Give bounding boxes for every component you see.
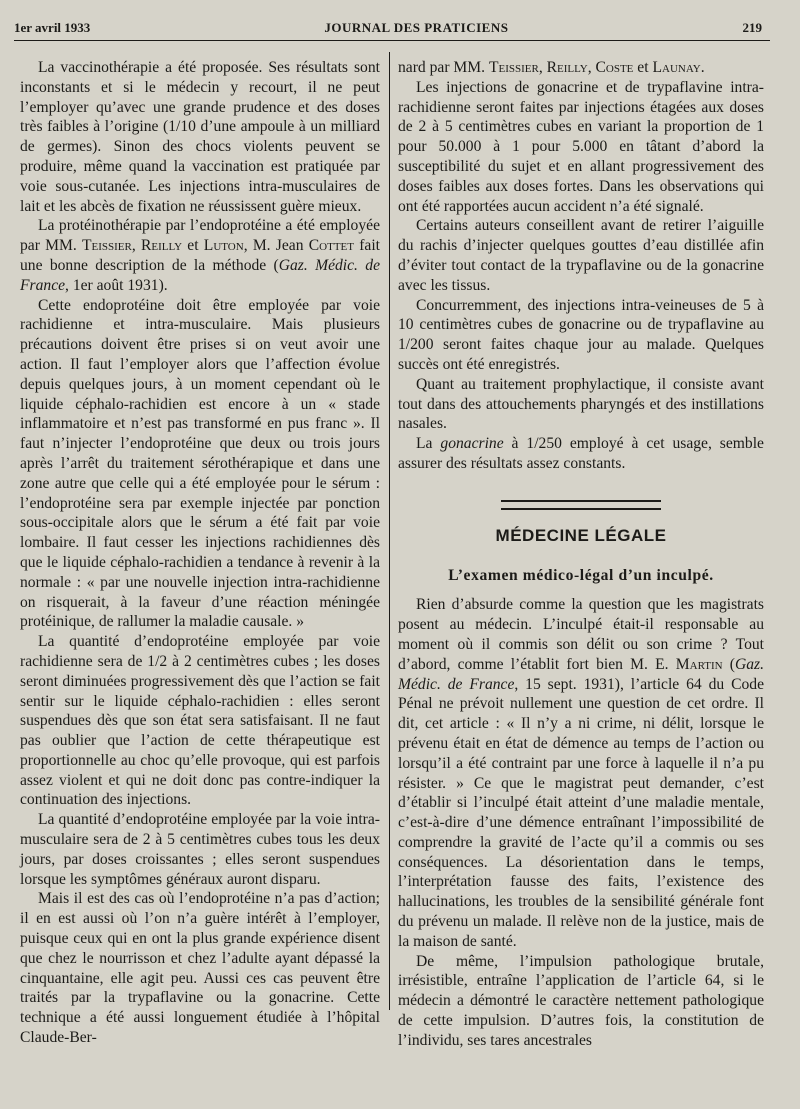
author-name: Martin <box>675 655 723 673</box>
author-name: Cottet <box>308 237 354 255</box>
paragraph: Rien d’absurde comme la question que les magistrats posent au médecin. L’inculpé était-il responsable au moment où il commis son délit ou son crime ? Tout d’abord, comme l’établit fort bien M. E. Martin (Gaz. Médic. de France, 15 sept. 1931), l’article 64 du Code Pénal ne prévoit nullement une question de cet ordre. Il dit, cet article : « Il n’y a ni crime, ni délit, lorsque le prévenu était en état de démence au temps de l’action ou lorsqu’il a été contraint par une force à laquelle il n’a pu résister. » Ce que le magistrat peut demander, c’est d’établir si l’inculpé était atteint d’une maladie mentale, c’est-à-dire d’une démence entraînant l’impossibilité de comprendre la gravité de l’acte qu’il a commis ou ses conséquences. La désorientation dans le temps, l’interprétation fausse des faits, l’existence des hallucinations, les troubles de la sensibilité générale font du prévenu un malade. Il relève non de la justice, mais de la maison de santé. <box>398 596 765 950</box>
paragraph: Les injections de gonacrine et de trypaflavine intra-rachidienne seront faites par injections étagées aux doses de 2 à 5 centimètres cubes en variant la proportion de 1 pour 50.000 à 1 pour 5.000 en tâtant d’abord la susceptibilité du sujet et en allant progressivement des doses faibles aux doses fortes. Dans les observations qui ont été rapportées aucun accident n’a été signalé. <box>398 78 764 215</box>
author-name: Coste <box>595 59 634 76</box>
paragraph: Quant au traitement prophylactique, il consiste avant tout dans des attouchements pharyngés et des instillations nasales. <box>398 375 764 433</box>
author-name: Reilly <box>546 59 588 76</box>
section-title: MÉDECINE LÉGALE <box>495 525 667 545</box>
paragraph: Concurremment, des injections intra-veineuses de 5 à 10 centimètres cubes de gonacrine ou de trypaflavine au 1/200 seront faites chaque jour au malade. Quelques succès ont été enregistrés. <box>398 296 764 373</box>
page-number: 219 <box>742 20 762 35</box>
paragraph: La quantité d’endoprotéine employée par la voie intra-musculaire sera de 2 à 5 centimètres cubes tous les deux jours, par doses croissantes ; elles seront suspendues lorsque les symptômes généraux auront disparu. <box>20 811 380 888</box>
author-name: Teissier <box>488 59 539 76</box>
drug-name: gonacrine <box>440 435 504 453</box>
paragraph: Certains auteurs conseillent avant de retirer l’aiguille du rachis d’injecter quelques gouttes d’eau distillée afin d’éviter tout contact de la trypaflavine ou de la gonacrine avec les tissus. <box>398 217 764 294</box>
article-title: L’examen médico-légal d’un inculpé. <box>448 566 714 584</box>
author-name: Teissier <box>82 237 132 255</box>
paragraph: La gonacrine à 1/250 employé à cet usage, semble assurer des résultats assez constants. <box>398 435 764 472</box>
journal-citation: Gaz. Médic. de France <box>20 256 380 294</box>
paragraph: nard par MM. Teissier, Reilly, Coste et Launay. <box>398 59 705 76</box>
paragraph: Mais il est des cas où l’endoprotéine n’a pas d’action; il en est aussi où l’on n’a guère intérêt à l’employer, puisque ceux qui en ont la plus grande expérience disent que chez le nourrisson et chez l’adulte ayant dépassé la cinquantaine, elle agit peu. Aussi ces cas peuvent être traités par la trypaflavine ou la gonacrine. Cette technique a été aussi longuement étudiée à l’hôpital Claude-Ber- <box>20 890 380 1047</box>
left-column <box>20 58 380 1048</box>
header-rule <box>14 40 770 41</box>
page-header <box>14 20 762 36</box>
author-name: Reilly <box>141 237 183 255</box>
paragraph: De même, l’impulsion pathologique brutale, irrésistible, entraîne l’application de l’article 64, si le médecin a démontré le caractère nettement pathologique de cette impulsion. D’autres fois, la constitution de l’individu, ses tares ancestrales <box>398 952 764 1049</box>
journal-citation: Gaz. Médic. de France <box>398 655 765 693</box>
right-column <box>398 58 764 1051</box>
header-date: 1er avril 1933 <box>14 20 91 35</box>
header-journal-title: JOURNAL DES PRATICIENS <box>324 20 509 35</box>
author-name: Launay <box>652 59 701 76</box>
paragraph: La quantité d’endoprotéine employée par voie rachidienne sera de 1/2 à 2 centimètres cubes ; les doses seront diminuées progressivement dès que l’action se fait sentir sur le liquide céphalo-rachidien : elles seront suspendues dès que son état sera satisfaisant. Il ne faut pas oublier que l’action de cette thérapeutique est proportionnelle au choc qu’elle provoque, qui est parfois assez violent et qui ne doit donc pas contre-indiquer la continuation des injections. <box>20 633 380 809</box>
paragraph: La protéinothérapie par l’endoprotéine a été employée par MM. Teissier, Reilly et Luton, M. Jean Cottet fait une bonne description de la méthode (Gaz. Médic. de France, 1er août 1931). <box>20 217 380 294</box>
column-divider <box>389 52 390 1010</box>
section-separator <box>501 500 661 510</box>
author-name: Luton <box>203 237 244 255</box>
paragraph: Cette endoprotéine doit être employée par voie rachidienne et intra-musculaire. Mais plusieurs précautions doivent être prises si on veut avoir une action. Il faut l’employer alors que l’affection évolue depuis quelques jours, à un moment cependant où le liquide céphalo-rachidien est encore à un « stade inflammatoire et n’est pas transformé en pus franc ». Il faut n’injecter l’endoprotéine que deux ou trois jours après l’arrêt du traitement sérothérapique et dans une zone autre que celle qui a été employée pour le sérum : l’endoprotéine sera par exemple injectée par ponction sous-occipitale alors que le sérum a été fait par voie lombaire. Il faut cesser les injections rachidiennes dès que le liquide céphalo-rachidien a tendance à revenir à la normale : « par une nouvelle injection intra-rachidienne on risquerait, à la faveur d’une réaction méningée protéinique, de rallumer la maladie causale. » <box>20 296 380 631</box>
paragraph: La vaccinothérapie a été proposée. Ses résultats sont inconstants et si le médecin y recourt, il ne peut l’employer qu’avec une grande prudence et des doses très faibles à l’origine (1/10 d’une ampoule à un milliard de germes). Sinon des chocs violents peuvent se produire, même quand la vaccination est pratiquée par voie sous-cutanée. Les injections intra-musculaires de lait et les abcès de fixation ne réussissent guère mieux. <box>20 59 380 215</box>
